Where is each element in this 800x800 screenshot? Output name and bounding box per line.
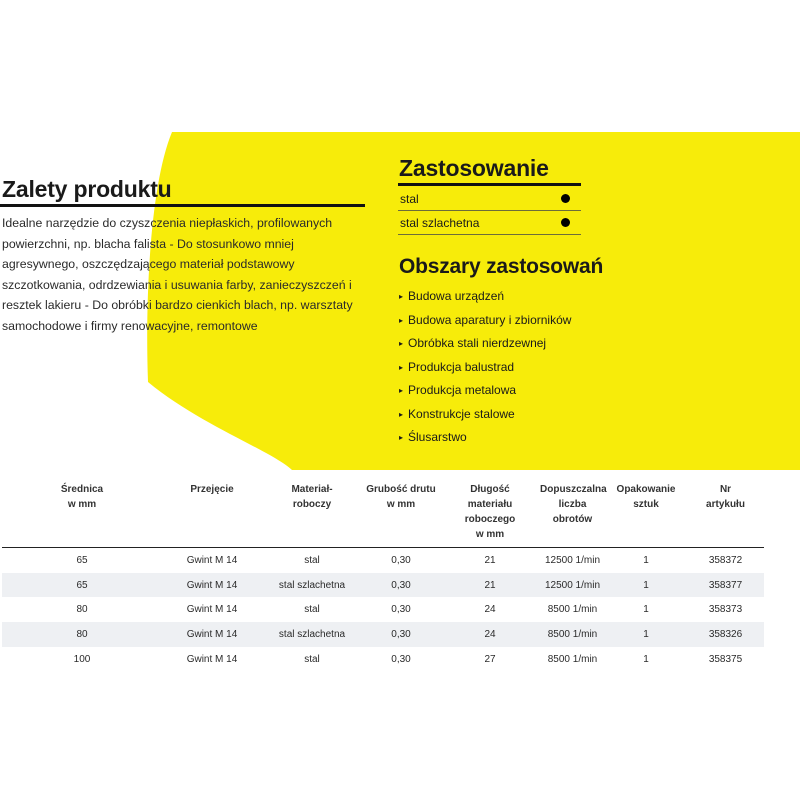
- table-cell: 21: [484, 579, 496, 591]
- table-cell: 12500 1/min: [544, 579, 601, 591]
- column-header: Nr artykułu: [706, 484, 745, 510]
- table-cell: Gwint M 14: [186, 628, 238, 640]
- table-header: [2, 482, 764, 548]
- area-label: Obróbka stali nierdzewnej: [408, 336, 547, 350]
- table-cell: 1: [643, 579, 649, 591]
- table-cell: 358375: [708, 653, 743, 665]
- advantages-title: Zalety produktu: [2, 176, 172, 202]
- areas-list: [399, 289, 571, 454]
- table-cell: 8500 1/min: [547, 653, 598, 665]
- triangle-bullet-icon: ▸: [399, 315, 404, 325]
- area-label: Produkcja metalowa: [408, 383, 517, 397]
- triangle-bullet-icon: ▸: [399, 292, 404, 301]
- application-title: Zastosowanie: [399, 155, 549, 181]
- specification-table: [2, 482, 764, 671]
- filled-dot-icon: [561, 218, 570, 227]
- list-item: [399, 360, 571, 384]
- column-header: Długość materiału roboczego w mm: [464, 484, 516, 540]
- application-label: stal szlachetna: [400, 216, 480, 230]
- triangle-bullet-icon: ▸: [399, 386, 404, 395]
- table-cell: 1: [643, 653, 649, 665]
- application-row-steel: [398, 187, 581, 211]
- column-header: Dopuszczalna liczba obrotów: [540, 484, 607, 525]
- table-cell: 358373: [708, 604, 743, 616]
- table-cell: stal szlachetna: [278, 628, 346, 640]
- table-cell: 8500 1/min: [547, 604, 598, 616]
- table-cell: stal: [304, 554, 320, 566]
- table-cell: 0,30: [391, 554, 411, 566]
- table-cell: 358372: [708, 554, 743, 566]
- area-label: Konstrukcje stalowe: [408, 406, 515, 421]
- area-label: Budowa urządzeń: [408, 289, 505, 303]
- table-row: [2, 647, 764, 672]
- application-label: stal: [400, 192, 419, 206]
- table-cell: Gwint M 14: [186, 554, 238, 566]
- table-row: [2, 573, 764, 598]
- table-header-row: [2, 482, 764, 548]
- table-cell: 65: [76, 579, 88, 591]
- triangle-bullet-icon: ▸: [399, 433, 404, 442]
- table-cell: 80: [76, 604, 88, 616]
- areas-title: Obszary zastosowań: [399, 255, 604, 278]
- triangle-bullet-icon: ▸: [399, 409, 404, 419]
- advantages-description: Idealne narzędzie do czyszczenia niepłaskich, profilowanych powierzchni, np. blacha falista - Do stosunkowo mniej agresywnego, oszczędzającego materiał podstawowy szczotkowania, odrdzewiania i usuwania farby, zanieczyszczeń i resztek lakieru - Do obróbki bardzo cienkich blach, np. warsztaty samochodowe i firmy renowacyjne, remontowe: [2, 216, 353, 333]
- table-cell: 1: [643, 628, 649, 640]
- column-header: Średnica w mm: [60, 484, 104, 510]
- column-header: Grubość drutu w mm: [366, 484, 436, 510]
- list-item: [399, 430, 571, 454]
- table-cell: 21: [484, 554, 496, 566]
- triangle-bullet-icon: ▸: [399, 339, 404, 348]
- advantages-title-rule: [0, 204, 365, 207]
- table-cell: 0,30: [391, 579, 411, 591]
- table-cell: 27: [484, 653, 496, 665]
- application-title-rule: [398, 183, 581, 186]
- table-cell: Gwint M 14: [186, 579, 238, 591]
- table-row: [2, 548, 764, 573]
- table-cell: Gwint M 14: [186, 604, 238, 616]
- list-item: [399, 289, 571, 313]
- table-cell: 65: [76, 554, 88, 566]
- column-header: Przejęcie: [190, 484, 234, 495]
- table-cell: 80: [76, 628, 88, 640]
- table-body: [2, 548, 764, 672]
- application-row-stainless-steel: [398, 211, 581, 235]
- table-cell: Gwint M 14: [186, 653, 238, 665]
- triangle-bullet-icon: ▸: [399, 362, 404, 372]
- table-cell: stal: [304, 604, 320, 616]
- area-label: Budowa aparatury i zbiorników: [408, 312, 572, 327]
- table-cell: 358377: [708, 579, 743, 591]
- area-label: Produkcja balustrad: [408, 359, 515, 374]
- list-item: [399, 383, 571, 407]
- table-cell: 24: [484, 604, 496, 616]
- table-cell: 12500 1/min: [544, 554, 601, 566]
- list-item: [399, 336, 571, 360]
- area-label: Ślusarstwo: [408, 430, 467, 444]
- table-cell: 1: [643, 554, 649, 566]
- table-cell: stal szlachetna: [278, 579, 346, 591]
- table-cell: 358326: [708, 628, 743, 640]
- table-row: [2, 622, 764, 647]
- table-cell: stal: [304, 653, 320, 665]
- table-cell: 0,30: [391, 604, 411, 616]
- table-cell: 1: [643, 604, 649, 616]
- table-cell: 100: [73, 653, 91, 665]
- table-row: [2, 597, 764, 622]
- table-cell: 0,30: [391, 653, 411, 665]
- column-header: Opakowanie sztuk: [616, 484, 676, 510]
- column-header: Materiał- roboczy: [291, 484, 333, 510]
- table-cell: 0,30: [391, 628, 411, 640]
- list-item: [399, 407, 571, 431]
- filled-dot-icon: [561, 194, 570, 203]
- table-cell: 8500 1/min: [547, 628, 598, 640]
- list-item: [399, 313, 571, 337]
- table-cell: 24: [484, 628, 496, 640]
